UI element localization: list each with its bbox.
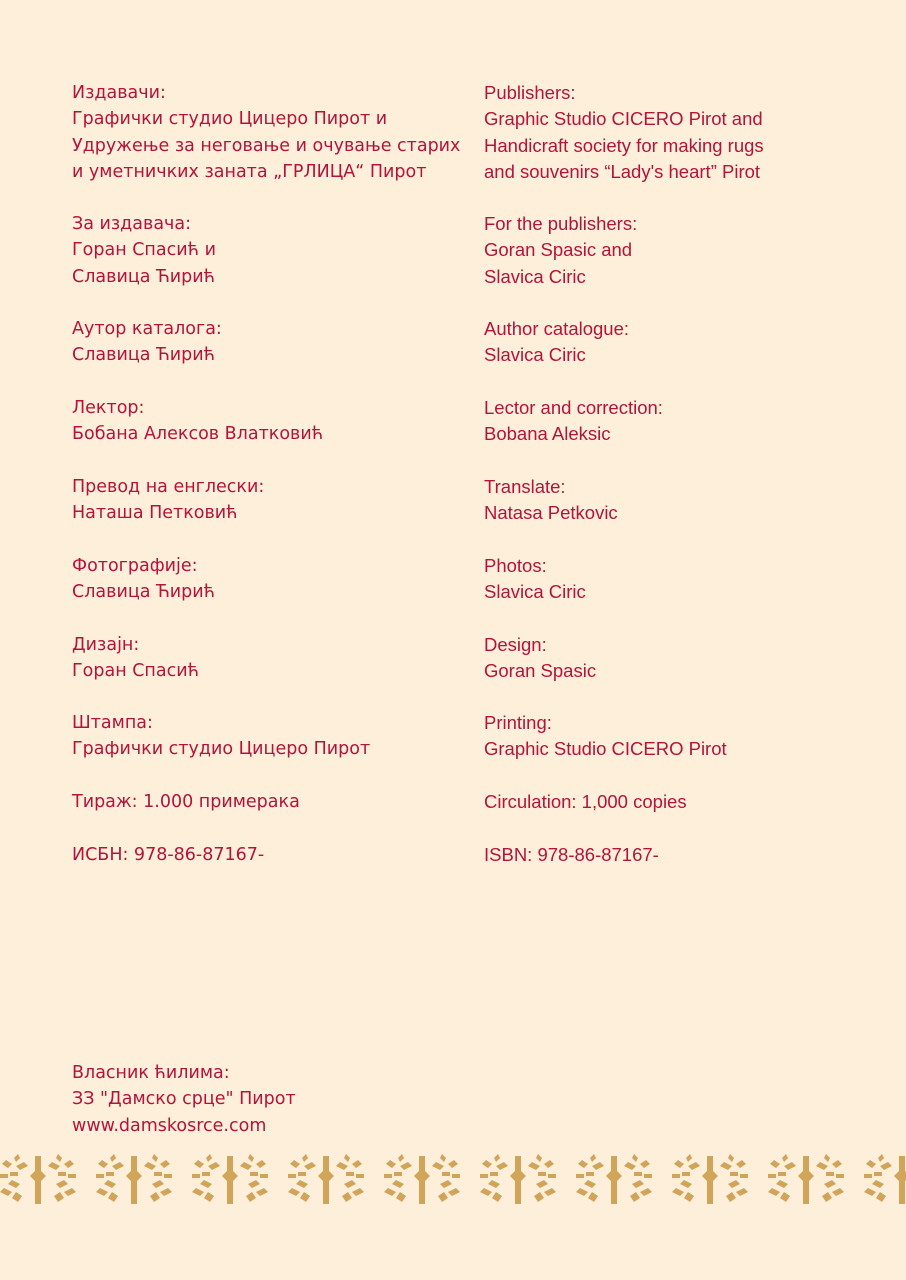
entry-label: Превод на енглески: xyxy=(72,477,265,497)
colophon-entry xyxy=(72,316,222,369)
colophon-entry xyxy=(72,842,264,868)
entry-label: Фотографије: xyxy=(72,556,198,576)
entry-label: Штампа: xyxy=(72,713,153,733)
entry-label: Дизајн: xyxy=(72,635,140,655)
colophon-entry xyxy=(484,842,659,868)
colophon-entry xyxy=(72,553,215,606)
colophon-entry xyxy=(484,789,687,815)
entry-value: Славица Ћирић xyxy=(72,266,216,287)
colophon-entry xyxy=(72,474,264,527)
colophon-entry xyxy=(484,474,618,527)
entry-value: Славица Ћирић xyxy=(72,582,216,603)
lady-heart-motif-icon xyxy=(86,1150,182,1210)
entry-value: Slavica Ciric xyxy=(484,581,586,603)
lady-heart-motif-icon xyxy=(662,1150,758,1210)
entry-value: Наташа Петковић xyxy=(72,503,238,524)
entry-label: Publishers: xyxy=(484,82,576,103)
entry-label: Лектор: xyxy=(72,398,145,418)
entry-value: and souvenirs “Lady's heart” Pirot xyxy=(484,160,761,182)
ornamental-border xyxy=(0,1150,906,1210)
colophon-entry xyxy=(484,632,596,685)
entry-value: Graphic Studio CICERO Pirot xyxy=(484,738,727,760)
entry-label: For the publishers: xyxy=(484,213,638,234)
entry-value: Goran Spasic and xyxy=(484,239,633,261)
entry-label: Circulation: 1,000 copies xyxy=(484,791,687,812)
colophon-entry xyxy=(484,553,586,606)
colophon-entry xyxy=(484,710,727,763)
colophon-entry xyxy=(484,395,663,448)
colophon-entry xyxy=(72,211,216,290)
entry-label: Printing: xyxy=(484,712,552,733)
entry-value: Бобана Алексов Влатковић xyxy=(72,424,324,445)
lady-heart-motif-icon xyxy=(854,1150,906,1210)
colophon-entry xyxy=(484,211,637,290)
entry-value: Bobana Aleksic xyxy=(484,423,611,445)
entry-value: и уметничких заната „ГРЛИЦА“ Пирот xyxy=(72,161,427,182)
colophon-entry xyxy=(72,710,370,763)
entry-label: За издавача: xyxy=(72,214,192,234)
entry-label: Аутор каталога: xyxy=(72,319,222,339)
entry-value: Slavica Ciric xyxy=(484,265,586,287)
entry-value: Горан Спасић xyxy=(72,661,200,682)
entry-label: Design: xyxy=(484,634,547,655)
lady-heart-motif-icon xyxy=(374,1150,470,1210)
entry-label: ISBN: 978-86-87167- xyxy=(484,844,659,865)
owner-name: ЗЗ "Дамско срце" Пирот xyxy=(72,1089,296,1110)
entry-value: Handicraft society for making rugs xyxy=(484,134,764,156)
colophon-entry xyxy=(72,395,323,448)
owner-label: Власник ћилима: xyxy=(72,1063,230,1083)
entry-label: Тираж: 1.000 примерака xyxy=(72,792,300,812)
lady-heart-motif-icon xyxy=(566,1150,662,1210)
lady-heart-motif-icon xyxy=(470,1150,566,1210)
colophon-entry xyxy=(484,80,764,185)
entry-value: Графички студио Цицеро Пирот xyxy=(72,739,371,760)
entry-value: Graphic Studio CICERO Pirot and xyxy=(484,108,763,130)
website-link[interactable]: www.damskosrce.com xyxy=(72,1115,267,1136)
entry-value: Natasa Petkovic xyxy=(484,502,618,524)
entry-value: Slavica Ciric xyxy=(484,344,586,366)
colophon-entry xyxy=(72,80,460,185)
entry-label: ИСБН: 978-86-87167- xyxy=(72,845,265,865)
entry-value: Горан Спасић и xyxy=(72,240,216,261)
entry-label: Photos: xyxy=(484,555,547,576)
entry-value: Удружење за неговање и очување старих xyxy=(72,135,461,156)
entry-value: Графички студио Цицеро Пирот и xyxy=(72,109,388,130)
colophon-entry xyxy=(72,789,300,815)
entry-label: Lector and correction: xyxy=(484,397,663,418)
colophon-entry xyxy=(484,316,629,369)
entry-label: Author catalogue: xyxy=(484,318,630,339)
entry-value: Славица Ћирић xyxy=(72,345,216,366)
entry-label: Издавачи: xyxy=(72,83,166,103)
lady-heart-motif-icon xyxy=(182,1150,278,1210)
colophon-entry xyxy=(72,632,199,685)
entry-value: Goran Spasic xyxy=(484,660,597,682)
carpet-owner-block xyxy=(72,1060,296,1139)
lady-heart-motif-icon xyxy=(278,1150,374,1210)
lady-heart-motif-icon xyxy=(758,1150,854,1210)
lady-heart-motif-icon xyxy=(0,1150,86,1210)
entry-label: Translate: xyxy=(484,476,566,497)
